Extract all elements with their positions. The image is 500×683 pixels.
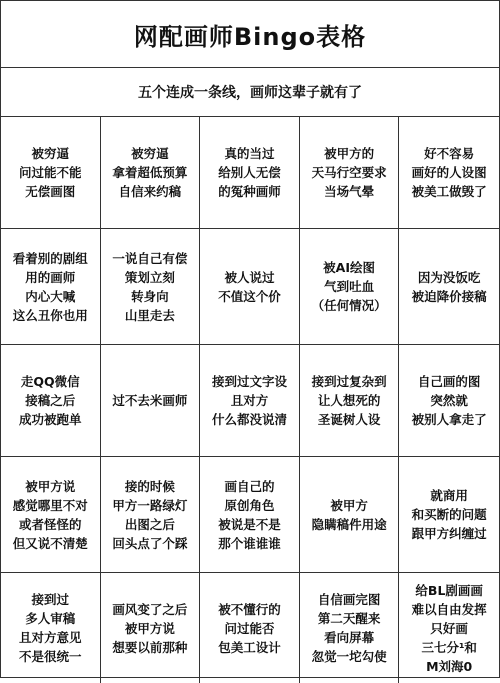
bingo-cell — [101, 457, 201, 573]
bingo-cell-text: 被不懂行的 问过能否 包美工设计 — [218, 601, 281, 655]
bingo-cell-text: 自信画完图 第二天醒来 看向屏幕 忽觉一坨勾使 — [311, 592, 387, 664]
bingo-cell — [300, 573, 400, 683]
bingo-cell — [1, 573, 101, 683]
bingo-cell — [399, 457, 499, 573]
page-subtitle: 五个连成一条线，画师这辈子就有了 — [1, 68, 499, 117]
page-title: 网配画师Bingo表格 — [1, 1, 499, 68]
bingo-cell-text: 给BL剧画画 难以自由发挥 只好画 三七分¹和 M刘海0 — [411, 582, 487, 674]
bingo-cell — [1, 457, 101, 573]
bingo-cell — [200, 573, 300, 683]
bingo-cell-text: 过不去米画师 — [112, 393, 188, 408]
bingo-cell — [101, 573, 201, 683]
bingo-cell-text: 画风变了之后 被甲方说 想要以前那种 — [112, 601, 188, 655]
bingo-cell — [200, 117, 300, 229]
bingo-cell — [300, 457, 400, 573]
bingo-cell — [399, 229, 499, 345]
bingo-cell-text: 被人说过 不值这个价 — [218, 269, 281, 304]
bingo-cell-text: 画自己的 原创角色 被说是不是 那个谁谁谁 — [218, 478, 281, 551]
bingo-cell-text: 好不容易 画好的人设图 被美工做毁了 — [411, 146, 487, 199]
bingo-cell-text: 接的时候 甲方一路绿灯 出图之后 回头点了个踩 — [112, 478, 188, 551]
bingo-cell-text: 被甲方说 感觉哪里不对 或者怪怪的 但又说不清楚 — [12, 478, 88, 551]
bingo-cell — [1, 229, 101, 345]
bingo-cell-text: 接到过文字设 且对方 什么都没说清 — [211, 374, 287, 427]
bingo-cell — [399, 117, 499, 229]
bingo-cell — [1, 345, 101, 457]
bingo-cell — [101, 229, 201, 345]
bingo-cell-text: 被穷逼 问过能不能 无偿画图 — [19, 146, 82, 199]
bingo-cell-text: 被AI绘图 气到吐血 （任何情况） — [311, 260, 387, 313]
bingo-cell — [300, 117, 400, 229]
bingo-cell — [1, 117, 101, 229]
bingo-cell-text: 接到过复杂到 让人想死的 圣诞树人设 — [311, 374, 387, 427]
bingo-grid — [1, 117, 499, 683]
bingo-cell — [399, 573, 499, 683]
bingo-cell-text: 被甲方 隐瞒稿件用途 — [311, 497, 387, 532]
bingo-cell — [300, 229, 400, 345]
bingo-cell-text: 就商用 和买断的问题 跟甲方纠缠过 — [411, 488, 487, 541]
bingo-cell — [200, 457, 300, 573]
bingo-cell-text: 一说自己有偿 策划立刻 转身向 山里走去 — [112, 250, 188, 323]
bingo-cell-text: 走QQ微信 接稿之后 成功被跑单 — [19, 374, 82, 427]
bingo-cell — [200, 345, 300, 457]
bingo-cell-text: 看着别的剧组 用的画师 内心大喊 这么丑你也用 — [12, 250, 88, 323]
bingo-cell-text: 被甲方的 天马行空要求 当场气晕 — [311, 146, 387, 199]
bingo-cell — [300, 345, 400, 457]
bingo-cell — [399, 345, 499, 457]
bingo-cell-text: 自己画的图 突然就 被别人拿走了 — [411, 374, 487, 427]
bingo-cell-text: 真的当过 给别人无偿 的冤种画师 — [218, 146, 281, 199]
bingo-cell-text: 因为没饭吃 被迫降价接稿 — [411, 269, 487, 304]
bingo-cell — [101, 345, 201, 457]
bingo-cell — [200, 229, 300, 345]
bingo-cell-text: 接到过 多人审稿 且对方意见 不是很统一 — [19, 592, 82, 664]
bingo-cell — [101, 117, 201, 229]
bingo-cell-text: 被穷逼 拿着超低预算 自信来约稿 — [112, 146, 188, 199]
